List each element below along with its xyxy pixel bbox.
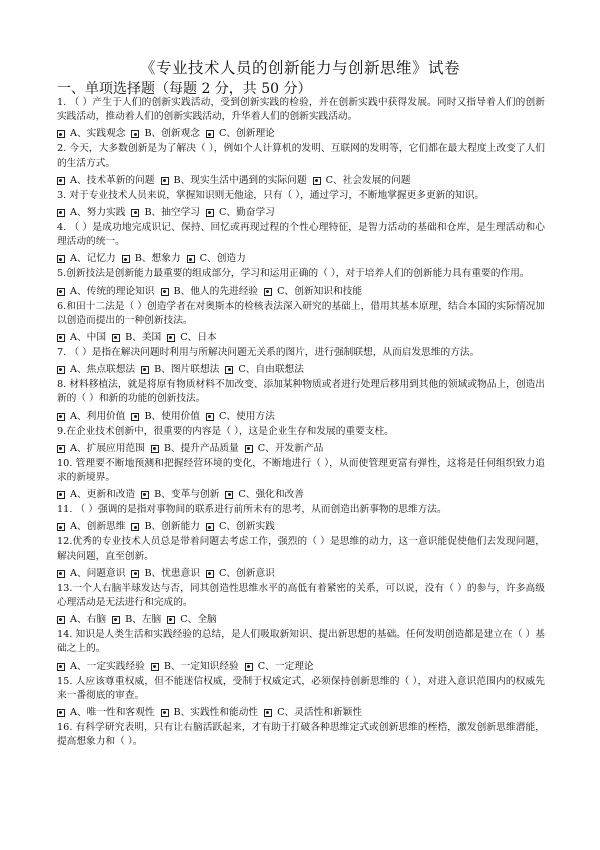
option-label: B、想象力	[134, 253, 181, 265]
answer-option[interactable]	[131, 206, 200, 220]
radio-button-icon[interactable]	[131, 130, 139, 138]
radio-button-icon[interactable]	[57, 445, 65, 453]
option-label: B、提升产品质量	[163, 442, 239, 454]
exam-title: 《专业技术人员的创新能力与创新思维》试卷	[139, 59, 460, 77]
option-label: A、焦点联想法	[70, 364, 136, 376]
question-text: 6.和田十二法是（ ）创造学者在对奥斯本的检核表法深入研究的基础上，借用其基本原理，结合本国的实际情况加以创造而提出的一种创新技法。	[57, 300, 545, 326]
option-row	[57, 488, 545, 502]
radio-button-icon[interactable]	[57, 491, 65, 499]
question-item	[57, 378, 545, 423]
question-item	[57, 221, 545, 266]
question-text: 4. （ ）是成功地完成识记、保持、回忆或再现过程的个性心理特征，是智力活动的基础和仓库，是生理活动和心理活动的统一。	[57, 222, 545, 248]
option-label: A、唯一性和客观性	[70, 707, 155, 719]
question-text: 10. 管理要不断地预测和把握经营环境的变化，不断地进行（ ），从而使管理更富有弹性，这将是任何组织致力追求的新境界。	[57, 457, 545, 484]
answer-option[interactable]	[112, 613, 161, 627]
radio-button-icon[interactable]	[161, 177, 169, 185]
question-item	[57, 96, 545, 141]
option-label: C、一定理论	[257, 660, 314, 672]
radio-button-icon[interactable]	[122, 255, 130, 263]
option-label: B、实践性和能动性	[173, 707, 259, 719]
radio-button-icon[interactable]	[167, 334, 175, 342]
option-label: A、一定实践经验	[70, 660, 145, 672]
answer-option[interactable]	[57, 127, 125, 141]
radio-button-icon[interactable]	[112, 616, 120, 624]
answer-option[interactable]	[57, 410, 125, 424]
radio-button-icon[interactable]	[264, 709, 272, 717]
radio-button-icon[interactable]	[57, 366, 65, 374]
option-label: B、一定知识经验	[163, 660, 239, 672]
radio-button-icon[interactable]	[167, 616, 175, 624]
radio-button-icon[interactable]	[112, 334, 120, 342]
answer-option[interactable]	[57, 331, 106, 345]
option-label: B、使用价值	[144, 410, 200, 422]
option-label: A、中国	[70, 332, 107, 344]
option-row	[57, 127, 545, 141]
radio-button-icon[interactable]	[57, 523, 65, 531]
option-label: A、更新和改造	[70, 489, 136, 501]
option-label: C、开发新产品	[257, 442, 324, 454]
answer-option[interactable]	[264, 706, 362, 720]
answer-option[interactable]	[57, 206, 125, 220]
question-item	[57, 425, 545, 456]
option-label: C、创新理论	[219, 128, 275, 140]
answer-option[interactable]	[131, 127, 200, 141]
answer-option[interactable]	[264, 285, 362, 299]
option-label: C、强化和改善	[238, 489, 304, 501]
answer-option[interactable]	[206, 127, 275, 141]
radio-button-icon[interactable]	[131, 413, 139, 421]
answer-option[interactable]	[206, 410, 275, 424]
option-label: B、现实生活中遇到的实际问题	[173, 174, 307, 186]
question-text: 9.在企业技术创新中，很重要的内容是（ ），这是企业生存和发展的重要支柱。	[57, 425, 394, 437]
answer-option[interactable]	[206, 206, 275, 220]
option-label: A、努力实践	[70, 207, 126, 219]
radio-button-icon[interactable]	[187, 255, 195, 263]
radio-button-icon[interactable]	[57, 709, 65, 717]
option-row	[57, 706, 545, 720]
radio-button-icon[interactable]	[206, 570, 214, 578]
radio-button-icon[interactable]	[57, 616, 65, 624]
answer-option[interactable]	[161, 285, 259, 299]
answer-option[interactable]	[151, 442, 239, 456]
answer-option[interactable]	[167, 331, 216, 345]
option-label: C、创新实践	[219, 521, 275, 533]
radio-button-icon[interactable]	[161, 288, 169, 296]
question-text: 3. 对于专业技术人员来说，掌握知识则无他途，只有（ ），通过学习，不断地掌握更多更新的知识。	[57, 189, 485, 201]
option-row	[57, 567, 545, 581]
question-item	[57, 346, 545, 377]
answer-option[interactable]	[245, 442, 324, 456]
radio-button-icon[interactable]	[57, 334, 65, 342]
option-row	[57, 174, 545, 188]
option-label: C、勤奋学习	[219, 207, 275, 219]
option-label: C、使用方法	[219, 410, 275, 422]
option-label: B、图片联想法	[154, 364, 220, 376]
option-label: C、自由联想法	[238, 364, 304, 376]
answer-option[interactable]	[206, 567, 275, 581]
question-item	[57, 189, 545, 220]
answer-option[interactable]	[313, 174, 411, 188]
option-label: C、创新知识和技能	[277, 285, 363, 297]
radio-button-icon[interactable]	[57, 177, 65, 185]
radio-button-icon[interactable]	[206, 523, 214, 531]
answer-option[interactable]	[161, 706, 259, 720]
answer-option[interactable]	[225, 363, 304, 377]
answer-option[interactable]	[57, 488, 135, 502]
answer-option[interactable]	[131, 520, 200, 534]
option-label: B、抽空学习	[144, 207, 200, 219]
answer-option[interactable]	[225, 488, 304, 502]
option-row	[57, 410, 545, 424]
question-item	[57, 503, 545, 534]
option-label: B、创新能力	[144, 521, 200, 533]
answer-option[interactable]	[57, 174, 155, 188]
radio-button-icon[interactable]	[57, 288, 65, 296]
question-item	[57, 142, 545, 187]
question-item	[57, 457, 545, 502]
radio-button-icon[interactable]	[151, 663, 159, 671]
radio-button-icon[interactable]	[131, 523, 139, 531]
answer-option[interactable]	[57, 520, 125, 534]
radio-button-icon[interactable]	[151, 445, 159, 453]
option-row	[57, 660, 545, 674]
question-text: 12.优秀的专业技术人员总是带着问题去考虑工作，强烈的（ ）是思维的动力，这一意识能促使他们去发现问题，解决问题，直至创新。	[57, 536, 545, 562]
option-label: B、他人的先进经验	[173, 285, 259, 297]
radio-button-icon[interactable]	[245, 663, 253, 671]
option-label: B、美国	[125, 332, 162, 344]
answer-option[interactable]	[161, 174, 307, 188]
option-label: A、创新思维	[70, 521, 126, 533]
question-text: 2. 今天，大多数创新是为了解决（ ），例如个人计算机的发明、互联网的发明等，它们都在最大程度上改变了人们的生活方式。	[57, 143, 545, 169]
section-heading: 一、单项选择题（每题 2 分，共 50 分）	[57, 81, 312, 97]
option-label: A、问题意识	[70, 567, 126, 579]
option-label: A、技术革新的问题	[70, 174, 155, 186]
answer-option[interactable]	[122, 252, 181, 266]
option-row	[57, 206, 545, 220]
radio-button-icon[interactable]	[57, 255, 65, 263]
option-row	[57, 520, 545, 534]
radio-button-icon[interactable]	[57, 570, 65, 578]
answer-option[interactable]	[187, 252, 246, 266]
question-text: 7. （ ）是指在解决问题时利用与所解决问题无关系的图片，进行强制联想，从而启发思维的方法。	[57, 347, 480, 359]
answer-option[interactable]	[131, 410, 200, 424]
option-label: C、创新意识	[219, 567, 275, 579]
answer-option[interactable]	[57, 363, 135, 377]
option-row	[57, 442, 545, 456]
radio-button-icon[interactable]	[206, 130, 214, 138]
option-label: A、利用价值	[70, 410, 126, 422]
question-text: 16. 有科学研究表明，只有让右脑活跃起来，才有助于打破各种思维定式或创新思维的桎梏，激发创新思维潜能，提高想象力和（ ）。	[57, 722, 545, 748]
answer-option[interactable]	[57, 660, 145, 674]
question-text: 5.创新技法是创新能力最重要的组成部分，学习和运用正确的（ ），对于培养人们的创新能力具有重要的作用。	[57, 268, 530, 280]
option-label: B、变革与创新	[154, 489, 220, 501]
option-label: C、社会发展的问题	[325, 174, 411, 186]
option-label: B、创新观念	[144, 128, 200, 140]
radio-button-icon[interactable]	[206, 413, 214, 421]
radio-button-icon[interactable]	[131, 209, 139, 217]
question-item	[57, 721, 545, 749]
answer-option[interactable]	[131, 567, 200, 581]
option-label: B、左脑	[125, 614, 162, 626]
answer-option[interactable]	[57, 613, 106, 627]
radio-button-icon[interactable]	[141, 491, 149, 499]
answer-option[interactable]	[57, 442, 145, 456]
question-text: 13.一个人右脑半球发达与否，同其创造性思维水平的高低有着紧密的关系，可以说，没有（ ）的参与，许多高级心理活动是无法进行和完成的。	[57, 582, 545, 609]
option-row	[57, 331, 545, 345]
question-item	[57, 628, 545, 673]
option-row	[57, 363, 545, 377]
option-label: C、全脑	[180, 614, 217, 626]
option-row	[57, 613, 545, 627]
option-label: A、传统的理论知识	[70, 285, 155, 297]
radio-button-icon[interactable]	[245, 445, 253, 453]
answer-option[interactable]	[206, 520, 275, 534]
question-text: 11. （ ）强调的是指对事物间的联系进行前所未有的思考，从而创造出新事物的思维方法。	[57, 504, 447, 516]
question-item	[57, 535, 545, 580]
option-label: B、忧患意识	[144, 567, 200, 579]
radio-button-icon[interactable]	[131, 570, 139, 578]
radio-button-icon[interactable]	[225, 366, 233, 374]
question-item	[57, 582, 545, 627]
answer-option[interactable]	[141, 363, 219, 377]
radio-button-icon[interactable]	[225, 491, 233, 499]
radio-button-icon[interactable]	[57, 130, 65, 138]
option-label: C、日本	[180, 332, 217, 344]
answer-option[interactable]	[167, 613, 216, 627]
radio-button-icon[interactable]	[264, 288, 272, 296]
radio-button-icon[interactable]	[141, 366, 149, 374]
question-text: 15. 人应该尊重权威，但不能迷信权威，受制于权威定式，必须保持创新思维的（ ），对进入意识范围内的权威先来一番彻底的审查。	[57, 675, 545, 701]
radio-button-icon[interactable]	[206, 209, 214, 217]
radio-button-icon[interactable]	[161, 709, 169, 717]
option-label: C、灵活性和新颖性	[277, 707, 363, 719]
answer-option[interactable]	[112, 331, 161, 345]
answer-option[interactable]	[151, 660, 239, 674]
question-text: 8. 材料移植法，就是将原有物质材料不加改变、添加某种物质或者进行处理后移用到其他的领域或物品上，创造出新的（ ）和新的功能的创新技法。	[57, 379, 545, 405]
question-text: 14. 知识是人类生活和实践经验的总结，是人们吸取新知识、提出新思想的基础。任何发明创造都是建立在（ ）基础之上的。	[57, 629, 545, 655]
question-item	[57, 675, 545, 720]
answer-option[interactable]	[57, 285, 155, 299]
option-label: A、记忆力	[70, 253, 116, 265]
question-list	[57, 96, 545, 749]
question-item	[57, 300, 545, 345]
option-label: C、创造力	[199, 253, 246, 265]
radio-button-icon[interactable]	[313, 177, 321, 185]
radio-button-icon[interactable]	[57, 663, 65, 671]
radio-button-icon[interactable]	[57, 209, 65, 217]
answer-option[interactable]	[57, 252, 116, 266]
answer-option[interactable]	[57, 706, 155, 720]
question-item	[57, 267, 545, 298]
option-label: A、实践观念	[70, 128, 126, 140]
radio-button-icon[interactable]	[57, 413, 65, 421]
answer-option[interactable]	[57, 567, 125, 581]
question-text: 1. （ ）产生于人们的创新实践活动，受到创新实践的检验，并在创新实践中获得发展。同时又指导着人们的创新实践活动，推动着人们的创新实践活动，升华着人们的创新实践活动。	[57, 97, 545, 123]
option-row	[57, 252, 545, 266]
option-row	[57, 285, 545, 299]
answer-option[interactable]	[141, 488, 219, 502]
answer-option[interactable]	[245, 660, 314, 674]
option-label: A、扩展应用范围	[70, 442, 145, 454]
option-label: A、右脑	[70, 614, 107, 626]
